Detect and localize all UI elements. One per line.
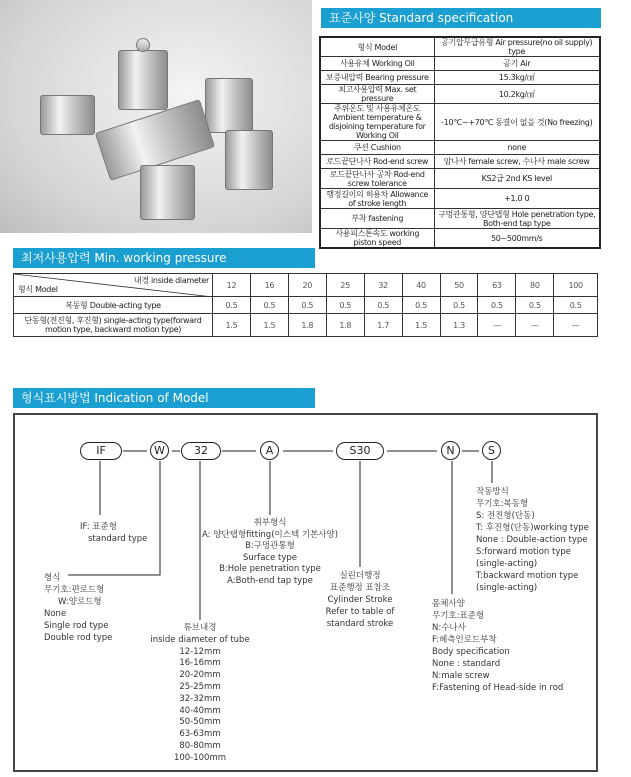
desc-line: 무기호:표준형 xyxy=(432,611,485,621)
pressure-value: 0.5 xyxy=(440,297,478,314)
pressure-value: 1.5 xyxy=(402,314,440,337)
desc-line: 작동방식 xyxy=(476,487,509,497)
spec-key: 사용피스톤속도 working piston speed xyxy=(320,229,434,249)
desc-line: Single rod type xyxy=(44,621,109,631)
desc-line: B:Hole penetration type xyxy=(219,564,321,574)
desc-line: 무기호:복동형 xyxy=(476,499,529,509)
diameter: 50 xyxy=(440,274,478,297)
desc-line: T: 후진형(단동)working type xyxy=(476,523,589,533)
spec-value: 15.3kg/㎠ xyxy=(434,71,600,85)
desc-line: Cylinder Stroke xyxy=(327,595,393,605)
spec-value: 암나사 female screw, 수나사 male screw xyxy=(434,155,600,169)
pressure-value: 0.5 xyxy=(250,297,288,314)
desc-line: 40-40mm xyxy=(179,705,221,716)
pressure-value: 0.5 xyxy=(364,297,402,314)
if-description xyxy=(80,521,147,545)
stroke-description xyxy=(326,570,395,630)
diameter: 25 xyxy=(326,274,364,297)
desc-line: 32-32mm xyxy=(179,693,221,704)
spec-value: none xyxy=(434,141,600,155)
desc-line: B:구멍관통형 xyxy=(245,541,295,551)
pressure-value: 1.8 xyxy=(288,314,326,337)
spec-key: 로드끝단나사 공차 Rod-end screw tolerance xyxy=(320,169,434,189)
model-label: 형식 Model xyxy=(18,285,58,294)
code-n: N xyxy=(441,441,460,460)
desc-line: N:male screw xyxy=(432,671,490,681)
spec-key: 형식 Model xyxy=(320,37,434,57)
desc-line: Double rod type xyxy=(44,633,113,643)
action-description xyxy=(476,486,589,594)
code-w: W xyxy=(150,441,169,460)
desc-line: None : Double-action type xyxy=(476,535,588,545)
pressure-value: 0.5 xyxy=(402,297,440,314)
desc-line: 100-100mm xyxy=(173,752,227,763)
desc-line: None xyxy=(44,609,67,619)
pressure-value: 1.8 xyxy=(326,314,364,337)
desc-line: IF: 표준형 xyxy=(80,522,117,532)
spec-key: 부착 fastening xyxy=(320,209,434,229)
desc-line: A:Both-end tap type xyxy=(227,575,313,586)
spec-value: 10.2kg/㎠ xyxy=(434,85,600,104)
pressure-value: 0.5 xyxy=(554,297,598,314)
pressure-value: 0.5 xyxy=(288,297,326,314)
tube-description xyxy=(150,623,249,765)
desc-line: F:Fastening of Head-side in rod xyxy=(432,683,564,693)
desc-line: 실린더행정 xyxy=(339,571,381,581)
w-description xyxy=(44,572,112,644)
diameter: 12 xyxy=(213,274,251,297)
desc-line: None : standard xyxy=(432,659,501,669)
spec-key: 행정길이의 허용차 Allowance of stroke length xyxy=(320,189,434,209)
code-32: 32 xyxy=(181,442,221,460)
spec-key: 사용유체 Working Oil xyxy=(320,57,434,71)
desc-line: (single-acting) xyxy=(476,583,538,593)
spec-value: KS2급 2nd KS level xyxy=(434,169,600,189)
pressure-value: 0.5 xyxy=(213,297,251,314)
spec-value: 구멍관통형, 양단탭형 Hole penetration type, Both-end tap type xyxy=(434,209,600,229)
desc-line: S: 전진형(단동) xyxy=(476,511,535,521)
desc-line: 20-20mm xyxy=(179,670,221,681)
desc-line: A: 양단탭형fitting(이스텍 기본사양) xyxy=(201,529,339,540)
desc-line: 형식 xyxy=(44,573,61,583)
model-header: 형식표시방법 Indication of Model xyxy=(13,388,315,408)
pressure-value: 1.5 xyxy=(213,314,251,337)
spec-key: 주위온도 및 사용유체온도 Ambient temperature & disjoining temperature for Working Oil xyxy=(320,104,434,141)
row-label: 복동형 Double-acting type xyxy=(14,297,213,314)
diameter-label: 내경 inside diameter xyxy=(133,276,209,285)
desc-line: standard type xyxy=(88,534,148,544)
diameter: 20 xyxy=(288,274,326,297)
diameter: 80 xyxy=(516,274,554,297)
pressure-value: — xyxy=(554,314,598,337)
pressure-value: 1.3 xyxy=(440,314,478,337)
pressure-value: 0.5 xyxy=(326,297,364,314)
spec-key: 보증내압력 Bearing pressure xyxy=(320,71,434,85)
pressure-value: — xyxy=(478,314,516,337)
spec-value: -10℃~+70℃ 동결이 없을 것(No freezing) xyxy=(434,104,600,141)
desc-line: (single-acting) xyxy=(476,559,538,569)
desc-line: S:forward motion type xyxy=(476,547,572,557)
mount-description xyxy=(202,518,338,587)
desc-line: standard stroke xyxy=(326,619,394,629)
desc-line: 몸체사양 xyxy=(432,599,465,609)
desc-line: 표준행정 표참조 xyxy=(329,583,391,593)
desc-line: Refer to table of xyxy=(325,607,395,617)
desc-line: T:backward motion type xyxy=(476,571,579,581)
spec-value: 50~500mm/s xyxy=(434,229,600,249)
spec-key: 최고사용압력 Max. set pressure xyxy=(320,85,434,104)
code-s: S xyxy=(482,441,501,460)
desc-line: N:수나사 xyxy=(432,623,466,633)
code-if: IF xyxy=(80,442,122,460)
spec-header: 표준사양 Standard specification xyxy=(321,8,601,28)
desc-line: 50-50mm xyxy=(179,717,221,728)
desc-line: Body specification xyxy=(432,647,510,657)
pressure-value: — xyxy=(516,314,554,337)
spec-key: 쿠션 Cushion xyxy=(320,141,434,155)
min-pressure-header: 최저사용압력 Min. working pressure xyxy=(13,248,315,268)
spec-value: 공기압무급유형 Air pressure(no oil supply) type xyxy=(434,37,600,57)
pressure-value: 1.5 xyxy=(250,314,288,337)
desc-line: Surface type xyxy=(242,552,298,563)
diameter: 32 xyxy=(364,274,402,297)
desc-line: 25-25mm xyxy=(179,681,221,692)
diameter: 100 xyxy=(554,274,598,297)
row-label: 단동형(전진형, 후진형) single-acting type(forward motion type, backward motion type) xyxy=(14,314,213,337)
desc-line: 무기호:편로드형 xyxy=(44,585,105,595)
desc-line: 80-80mm xyxy=(179,740,221,751)
desc-line: 63-63mm xyxy=(179,729,221,740)
pressure-value: 0.5 xyxy=(516,297,554,314)
desc-line: inside diameter of tube xyxy=(150,634,250,645)
code-a: A xyxy=(260,441,279,460)
body-description xyxy=(432,598,563,694)
code-s30: S30 xyxy=(336,442,384,460)
desc-line: 취부형식 xyxy=(253,518,287,528)
desc-line: 12-12mm xyxy=(179,646,221,657)
desc-line: 16-16mm xyxy=(179,658,221,669)
pressure-value: 1.7 xyxy=(364,314,402,337)
desc-line: W:양로드형 xyxy=(58,597,102,607)
pressure-value: 0.5 xyxy=(478,297,516,314)
desc-line: F:헤측인로드부착 xyxy=(432,635,497,645)
diameter: 16 xyxy=(250,274,288,297)
spec-value: +1.0 0 xyxy=(434,189,600,209)
spec-value: 공기 Air xyxy=(434,57,600,71)
diameter: 40 xyxy=(402,274,440,297)
diameter: 63 xyxy=(478,274,516,297)
desc-line: 튜브내경 xyxy=(183,623,217,633)
spec-key: 로드끝단나사 Rod-end screw xyxy=(320,155,434,169)
